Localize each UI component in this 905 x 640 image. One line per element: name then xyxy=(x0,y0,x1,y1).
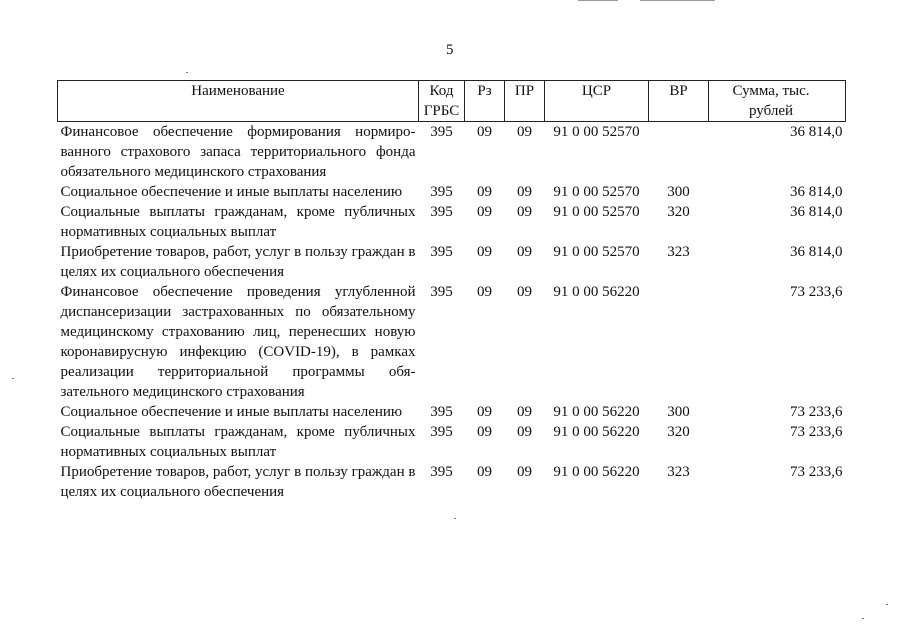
cell-rz: 09 xyxy=(477,284,492,300)
cell-amount: 36 814,0 xyxy=(790,244,843,260)
cell-grbs: 395 xyxy=(430,204,453,220)
cell-pr: 09 xyxy=(517,284,532,300)
page-number: 5 xyxy=(446,42,454,58)
cell-csr: 91 0 00 52570 xyxy=(553,184,640,200)
header-rz: Рз xyxy=(465,81,505,122)
table-row xyxy=(58,462,846,502)
cell-pr: 09 xyxy=(517,424,532,440)
cell-vr: 300 xyxy=(667,404,690,420)
cell-vr: 300 xyxy=(667,184,690,200)
header-name: Наименование xyxy=(58,81,419,122)
cell-vr: 323 xyxy=(667,244,690,260)
scan-artifact-line xyxy=(578,0,618,1)
cell-vr xyxy=(649,282,709,402)
scan-speck xyxy=(454,518,456,519)
scan-speck xyxy=(862,618,864,619)
table-row xyxy=(58,402,846,422)
cell-grbs: 395 xyxy=(430,284,453,300)
cell-csr: 91 0 00 56220 xyxy=(553,284,640,300)
cell-rz: 09 xyxy=(477,464,492,480)
cell-grbs: 395 xyxy=(430,124,453,140)
cell-grbs: 395 xyxy=(430,244,453,260)
cell-amount: 36 814,0 xyxy=(790,184,843,200)
cell-pr: 09 xyxy=(517,124,532,140)
table-row xyxy=(58,422,846,462)
cell-vr: 323 xyxy=(667,464,690,480)
cell-csr: 91 0 00 52570 xyxy=(553,204,640,220)
cell-amount: 73 233,6 xyxy=(790,464,843,480)
cell-grbs: 395 xyxy=(430,184,453,200)
scan-speck xyxy=(186,72,188,73)
table-row xyxy=(58,182,846,202)
table-row xyxy=(58,122,846,183)
header-grbs: Код ГРБС xyxy=(419,81,465,122)
cell-rz: 09 xyxy=(477,184,492,200)
cell-rz: 09 xyxy=(477,124,492,140)
cell-name: Социальные выплаты гражданам, кроме публичных нормативных социальных выплат xyxy=(60,424,416,460)
cell-vr: 320 xyxy=(667,204,690,220)
header-pr: ПР xyxy=(505,81,545,122)
cell-pr: 09 xyxy=(517,464,532,480)
scan-speck xyxy=(12,378,14,379)
cell-vr xyxy=(649,122,709,183)
table-row xyxy=(58,242,846,282)
cell-rz: 09 xyxy=(477,204,492,220)
table-row xyxy=(58,202,846,242)
cell-amount: 73 233,6 xyxy=(790,284,843,300)
cell-csr: 91 0 00 56220 xyxy=(553,464,640,480)
cell-name: Социальные выплаты гражданам, кроме публичных нормативных социальных выплат xyxy=(60,204,416,240)
scan-artifact-line xyxy=(640,0,715,1)
cell-pr: 09 xyxy=(517,404,532,420)
budget-table xyxy=(57,80,846,502)
cell-name: Финансовое обеспечение формирования нормиро-ванного страхового запаса территориального фонда обязательного медицинского страхования xyxy=(60,124,416,180)
cell-grbs: 395 xyxy=(430,464,453,480)
cell-name: Социальное обеспечение и иные выплаты населению xyxy=(60,184,403,200)
header-csr: ЦСР xyxy=(545,81,649,122)
scan-speck xyxy=(886,604,888,605)
table-row xyxy=(58,282,846,402)
cell-pr: 09 xyxy=(517,204,532,220)
cell-name: Социальное обеспечение и иные выплаты населению xyxy=(60,404,403,420)
cell-name: Приобретение товаров, работ, услуг в пользу граждан в целях их социального обеспечения xyxy=(60,464,416,500)
cell-grbs: 395 xyxy=(430,404,453,420)
cell-amount: 36 814,0 xyxy=(790,124,843,140)
cell-name: Приобретение товаров, работ, услуг в пользу граждан в целях их социального обеспечения xyxy=(60,244,416,280)
cell-rz: 09 xyxy=(477,244,492,260)
cell-name: Финансовое обеспечение проведения углубленной диспансеризации застрахованных по обязательному медицинскому страхованию лиц, перенесших новую коронавирусную инфекцию (COVID-19), в рамках реализации территориальной программы обя-зательного медицинского страхования xyxy=(60,284,416,400)
cell-rz: 09 xyxy=(477,424,492,440)
cell-grbs: 395 xyxy=(430,424,453,440)
cell-amount: 73 233,6 xyxy=(790,404,843,420)
cell-vr: 320 xyxy=(667,424,690,440)
cell-csr: 91 0 00 52570 xyxy=(553,124,640,140)
cell-pr: 09 xyxy=(517,184,532,200)
table-header-row xyxy=(58,81,846,122)
cell-pr: 09 xyxy=(517,244,532,260)
cell-csr: 91 0 00 56220 xyxy=(553,404,640,420)
cell-rz: 09 xyxy=(477,404,492,420)
header-amount: Сумма, тыс. рублей xyxy=(709,81,846,122)
cell-csr: 91 0 00 52570 xyxy=(553,244,640,260)
cell-amount: 36 814,0 xyxy=(790,204,843,220)
cell-amount: 73 233,6 xyxy=(790,424,843,440)
header-vr: ВР xyxy=(649,81,709,122)
cell-csr: 91 0 00 56220 xyxy=(553,424,640,440)
